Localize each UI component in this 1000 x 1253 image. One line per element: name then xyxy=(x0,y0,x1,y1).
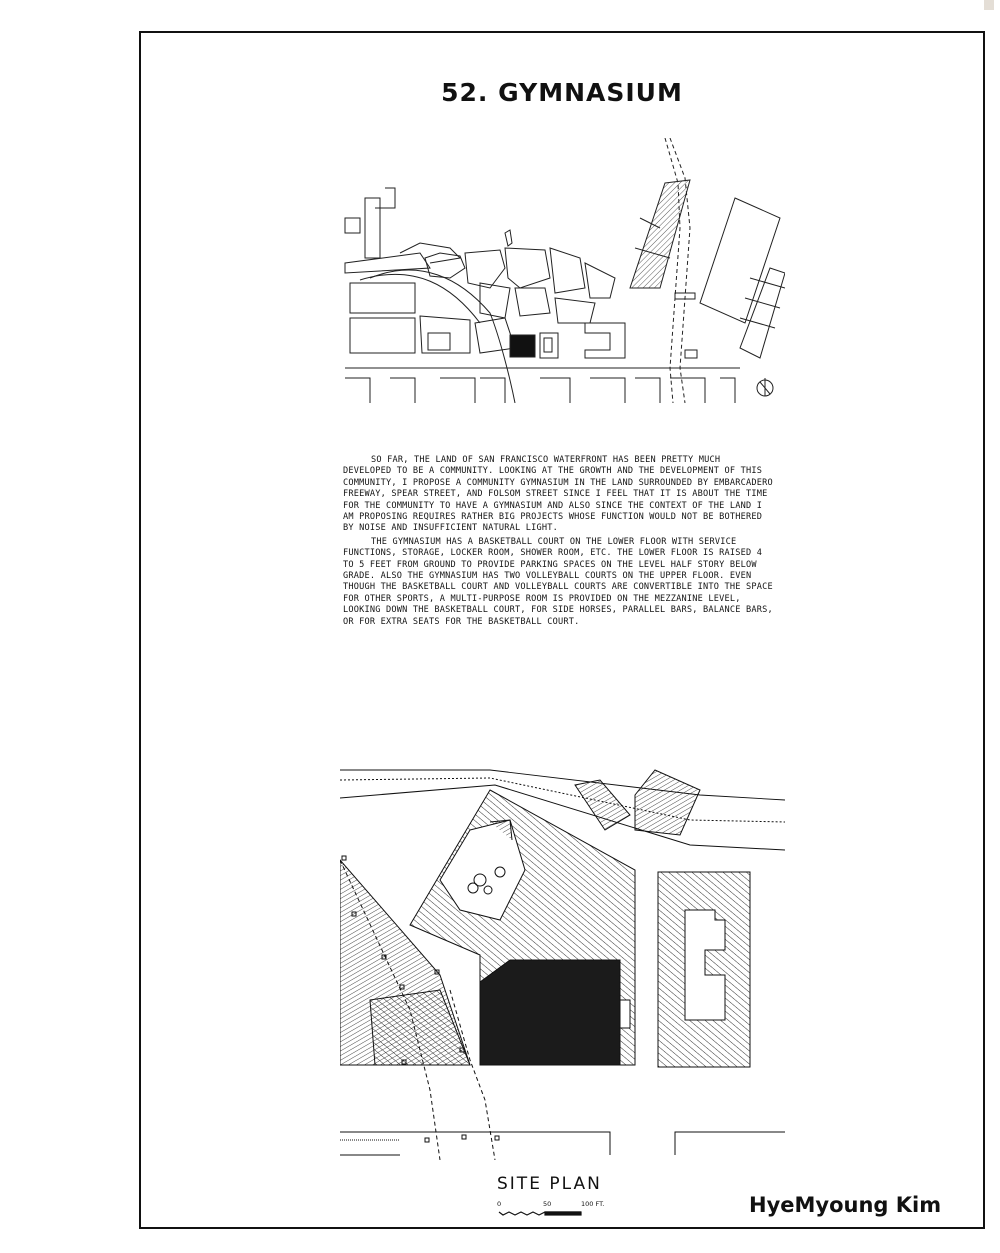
scale-label-100: 100 FT. xyxy=(581,1200,605,1208)
author-name: HyeMyoung Kim xyxy=(749,1193,942,1217)
paragraph-1: SO FAR, THE LAND OF SAN FRANCISCO WATERFRONT HAS BEEN PRETTY MUCH DEVELOPED TO BE A COMMUNITY. LOOKING AT THE GROWTH AND THE DEVELOPMENT OF THIS COMMUNITY, I PROPOSE A COMMUNITY GYMNASIUM IN THE LAND SURROUNDED BY EMBARCADERO FREEWAY, SPEAR STREET, AND FOLSOM STREET SINCE I FEEL THAT IT IS ABOUT THE TIME FOR THE COMMUNITY TO HAVE A GYMNASIUM AND ALSO SINCE THE CONTEXT OF THE LAND I AM PROPOSING REQUIRES RATHER BIG PROJECTS WHOSE FUNCTION WOULD NOT BE BOTHERED BY NOISE AND INSUFFICIENT NATURAL LIGHT. xyxy=(343,455,773,534)
scale-bar xyxy=(495,1200,585,1220)
page-title: 52. GYMNASIUM xyxy=(441,78,683,107)
scale-label-50: 50 xyxy=(543,1200,552,1208)
description-text xyxy=(343,455,773,630)
scale-label-0: 0 xyxy=(497,1200,502,1208)
paragraph-2: THE GYMNASIUM HAS A BASKETBALL COURT ON THE LOWER FLOOR WITH SERVICE FUNCTIONS, STORAGE, LOCKER ROOM, SHOWER ROOM, ETC. THE LOWER FLOOR IS RAISED 4 TO 5 FEET FROM GROUND TO PROVIDE PARKING SPACES ON THE LEVEL HALF STORY BELOW GRADE. ALSO THE GYMNASIUM HAS TWO VOLLEYBALL COURTS ON THE UPPER FLOOR. EVEN THOUGH THE BASKETBALL COURT AND VOLLEYBALL COURTS ARE CONVERTIBLE INTO THE SPACE FOR OTHER SPORTS, A MULTI-PURPOSE ROOM IS PROVIDED ON THE MEZZANINE LEVEL, LOOKING DOWN THE BASKETBALL COURT, FOR SIDE HORSES, PARALLEL BARS, BALANCE BARS, OR FOR EXTRA SEATS FOR THE BASKETBALL COURT. xyxy=(343,536,773,627)
site-plan-drawing xyxy=(340,760,785,1160)
scan-artifact xyxy=(984,0,994,10)
vicinity-map xyxy=(340,138,785,403)
site-plan-label: SITE PLAN xyxy=(497,1174,602,1194)
